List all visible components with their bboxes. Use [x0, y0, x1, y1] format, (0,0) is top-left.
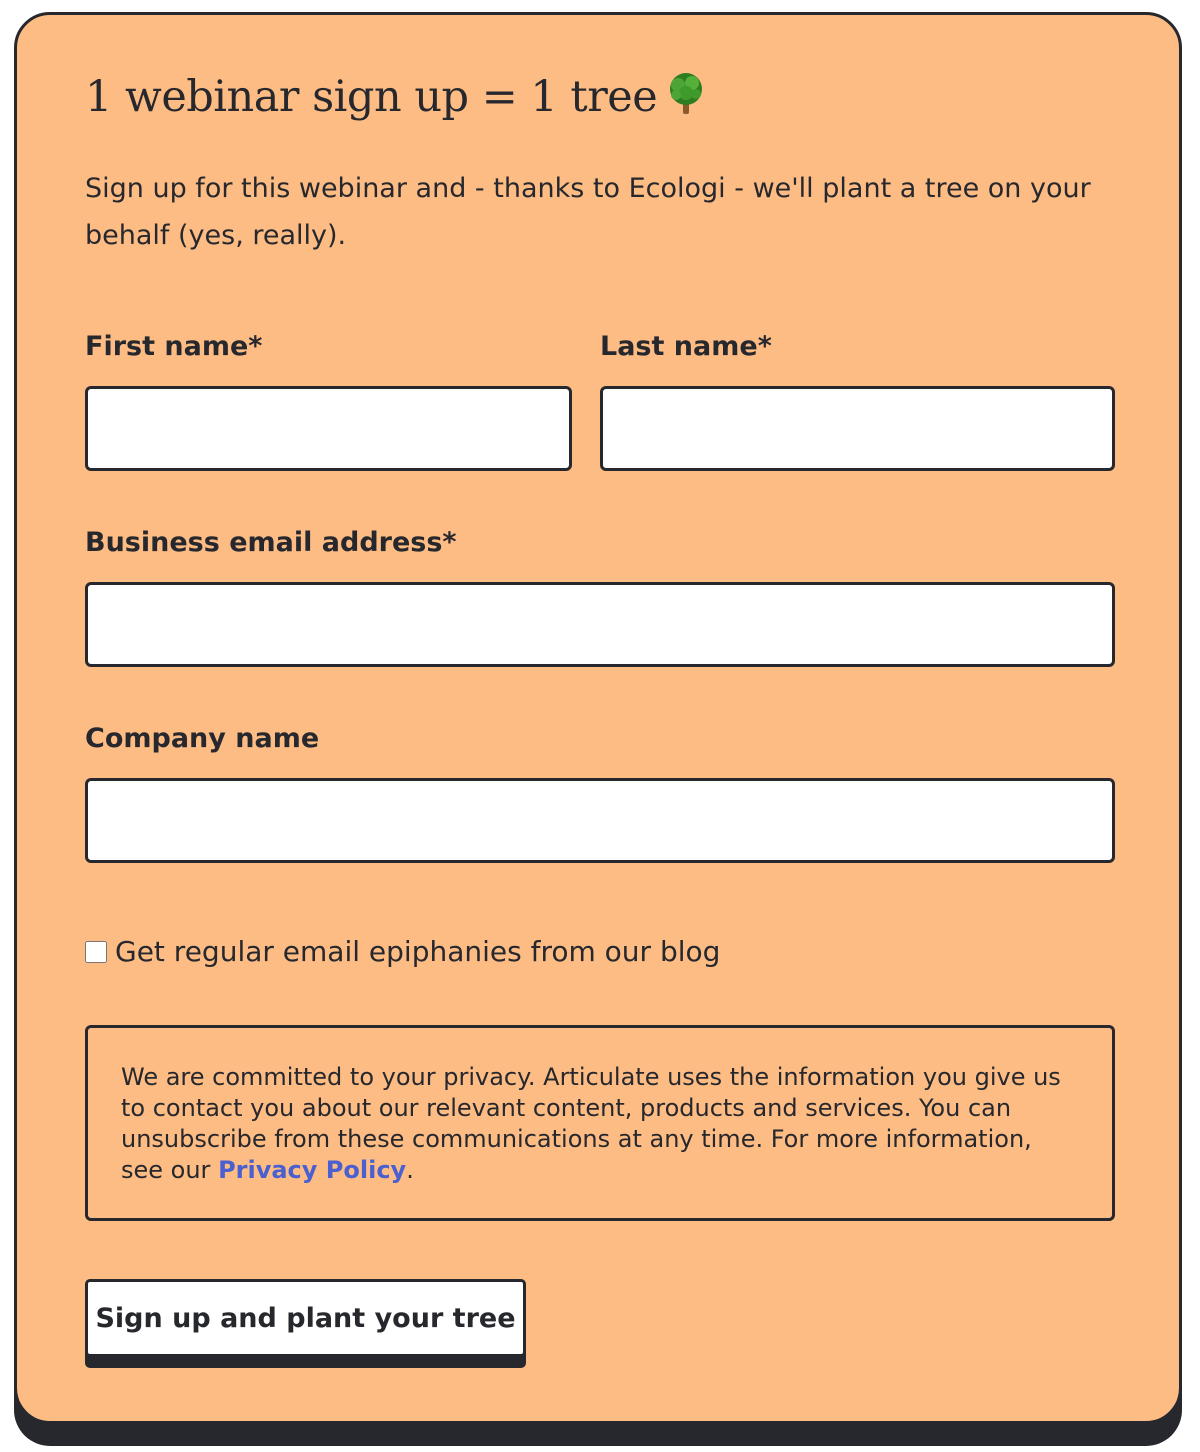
deciduous-tree-icon [663, 71, 709, 117]
subscribe-label: Get regular email epiphanies from our blog [115, 935, 721, 968]
company-input[interactable] [85, 778, 1115, 863]
form-title [85, 71, 709, 122]
subscribe-option[interactable] [85, 935, 720, 968]
privacy-policy-link[interactable]: Privacy Policy [218, 1156, 407, 1184]
form-title-text: 1 webinar sign up = 1 tree [85, 72, 658, 122]
email-input[interactable] [85, 582, 1115, 667]
privacy-notice [85, 1025, 1115, 1221]
signup-card [14, 12, 1182, 1424]
intro-text: Sign up for this webinar and - thanks to Ecologi - we'll plant a tree on your behalf (yes, really). [85, 173, 1091, 251]
submit-button[interactable]: Sign up and plant your tree [85, 1279, 526, 1357]
privacy-end: . [406, 1156, 414, 1184]
last-name-label: Last name* [600, 331, 772, 362]
email-label: Business email address* [85, 527, 457, 558]
company-label: Company name [85, 723, 320, 754]
last-name-input[interactable] [600, 386, 1115, 471]
first-name-input[interactable] [85, 386, 572, 471]
privacy-text: We are committed to your privacy. Articulate uses the information you give us to contact you about our relevant content, products and services. You can unsubscribe from these communications at any time. For more information, see our [121, 1063, 1061, 1184]
subscribe-checkbox[interactable] [85, 941, 107, 963]
first-name-label: First name* [85, 331, 263, 362]
